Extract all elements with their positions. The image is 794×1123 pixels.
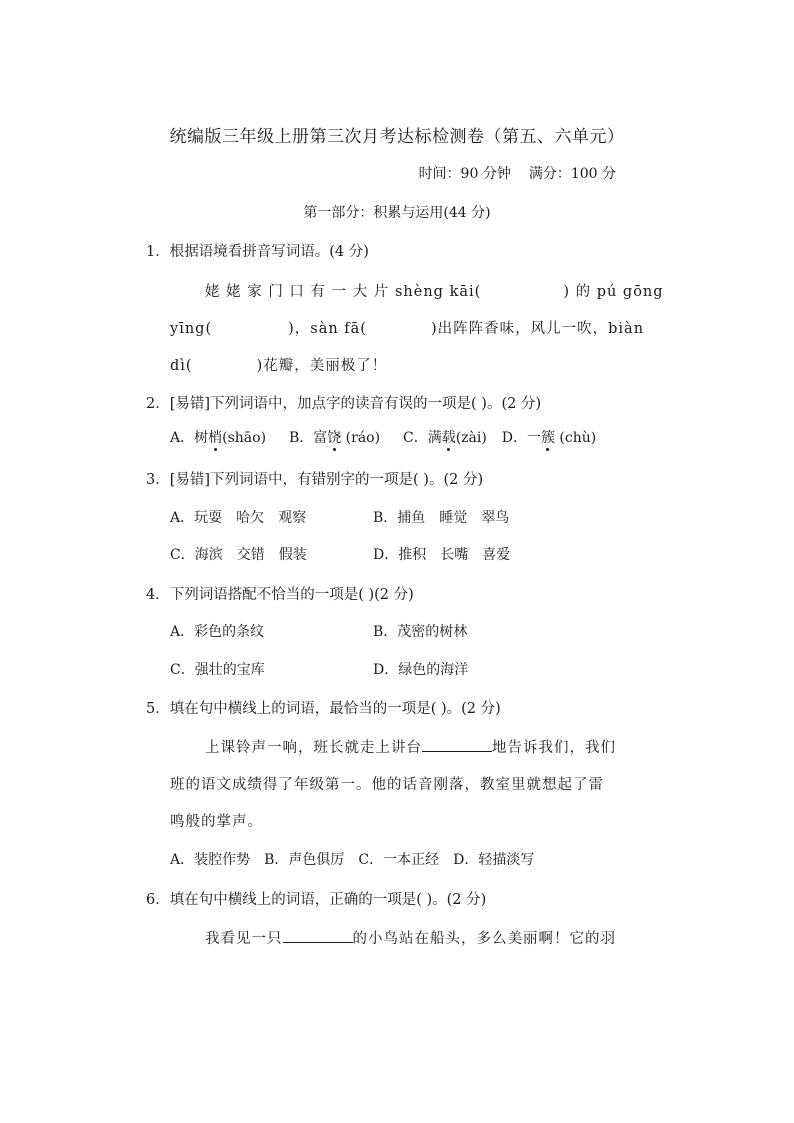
- option-b: [289, 430, 380, 446]
- text-segment: )，sàn fā(: [288, 321, 367, 337]
- text-segment: ) 的 pú gōng: [563, 284, 664, 300]
- text-segment: C．满: [402, 430, 442, 446]
- question-4-option-a: A．彩色的条纹: [170, 624, 265, 640]
- option-a: [170, 430, 266, 446]
- question-5-passage-line-3: 鸣般的掌声。: [170, 814, 263, 830]
- exam-meta: [419, 163, 616, 183]
- question-4-option-c: C．强壮的宝库: [170, 662, 265, 678]
- option-c: [403, 430, 487, 446]
- text-segment: 姥 姥 家 门 口 有 一 大 片 shèng kāi(: [205, 284, 482, 300]
- fill-blank: [422, 737, 492, 752]
- question-5-passage-line-2: 班的语文成绩得了年级第一。他的话音刚落，教室里就想起了雷: [170, 777, 604, 793]
- question-3-option-c: C．海滨 交错 假装: [170, 547, 307, 563]
- page-title: 统编版三年级上册第三次月考达标检测卷（第五、六单元）: [169, 127, 625, 147]
- text-segment: (zài): [455, 430, 487, 446]
- question-4-stem: 4．下列词语搭配不恰当的一项是( )(2 分): [146, 587, 414, 603]
- text-segment: )花瓣，美丽极了！: [256, 358, 388, 374]
- text-segment: 上课铃声一响，班长就走上讲台: [205, 740, 422, 756]
- question-3-stem: 3．[易错]下列词语中，有错别字的一项是( )。(2 分): [146, 472, 484, 488]
- question-1-line-1: [205, 280, 664, 301]
- dotted-char: 梢: [208, 427, 222, 447]
- question-5-passage-line-1: [205, 736, 616, 757]
- question-6-passage-line-1: [205, 927, 616, 948]
- text-segment: A．树: [170, 430, 209, 446]
- text-segment: (ráo): [341, 430, 381, 446]
- text-segment: D．一: [501, 430, 541, 446]
- question-3-option-d: D．推积 长嘴 喜爱: [373, 547, 511, 563]
- dotted-char: 饶: [327, 427, 341, 447]
- text-segment: B．富: [288, 430, 328, 446]
- question-1-line-2: [170, 317, 644, 338]
- question-2-stem: 2．[易错]下列词语中，加点字的读音有误的一项是( )。(2 分): [146, 396, 542, 412]
- dotted-char: 簇: [541, 427, 555, 447]
- exam-score: 满分：100 分: [528, 166, 616, 182]
- text-segment: 我看见一只: [205, 931, 283, 947]
- text-segment: yīng(: [170, 321, 213, 337]
- question-6-stem: 6．填在句中横线上的词语，正确的一项是( )。(2 分): [146, 892, 487, 908]
- fill-blank: [283, 928, 353, 943]
- question-1-line-3: [170, 354, 387, 375]
- question-5-options: A．装腔作势 B．声色俱厉 C．一本正经 D．轻描淡写: [170, 852, 535, 868]
- part-heading: 第一部分：积累与运用(44 分): [303, 205, 491, 221]
- text-segment: (shāo): [222, 430, 267, 446]
- question-4-option-d: D．绿色的海洋: [373, 662, 469, 678]
- exam-time: 时间：90 分钟: [418, 166, 511, 182]
- text-segment: 的小鸟站在船头，多么美丽啊！它的羽: [352, 931, 616, 947]
- question-3-option-b: B．捕鱼 睡觉 翠鸟: [373, 510, 510, 526]
- text-segment: 地告诉我们，我们: [492, 740, 616, 756]
- text-segment: (chù): [554, 430, 597, 446]
- option-d: [502, 430, 596, 446]
- question-5-stem: 5．填在句中横线上的词语，最恰当的一项是( )。(2 分): [146, 701, 501, 717]
- text-segment: )出阵阵香味，风儿一吹，biàn: [430, 321, 645, 337]
- question-2-options: [170, 427, 596, 447]
- question-4-option-b: B．茂密的树林: [373, 624, 468, 640]
- question-3-option-a: A．玩耍 哈欠 观察: [170, 510, 307, 526]
- dotted-char: 载: [442, 427, 456, 447]
- question-1-stem: 1．根据语境看拼音写词语。(4 分): [146, 244, 369, 260]
- text-segment: dì(: [170, 358, 193, 374]
